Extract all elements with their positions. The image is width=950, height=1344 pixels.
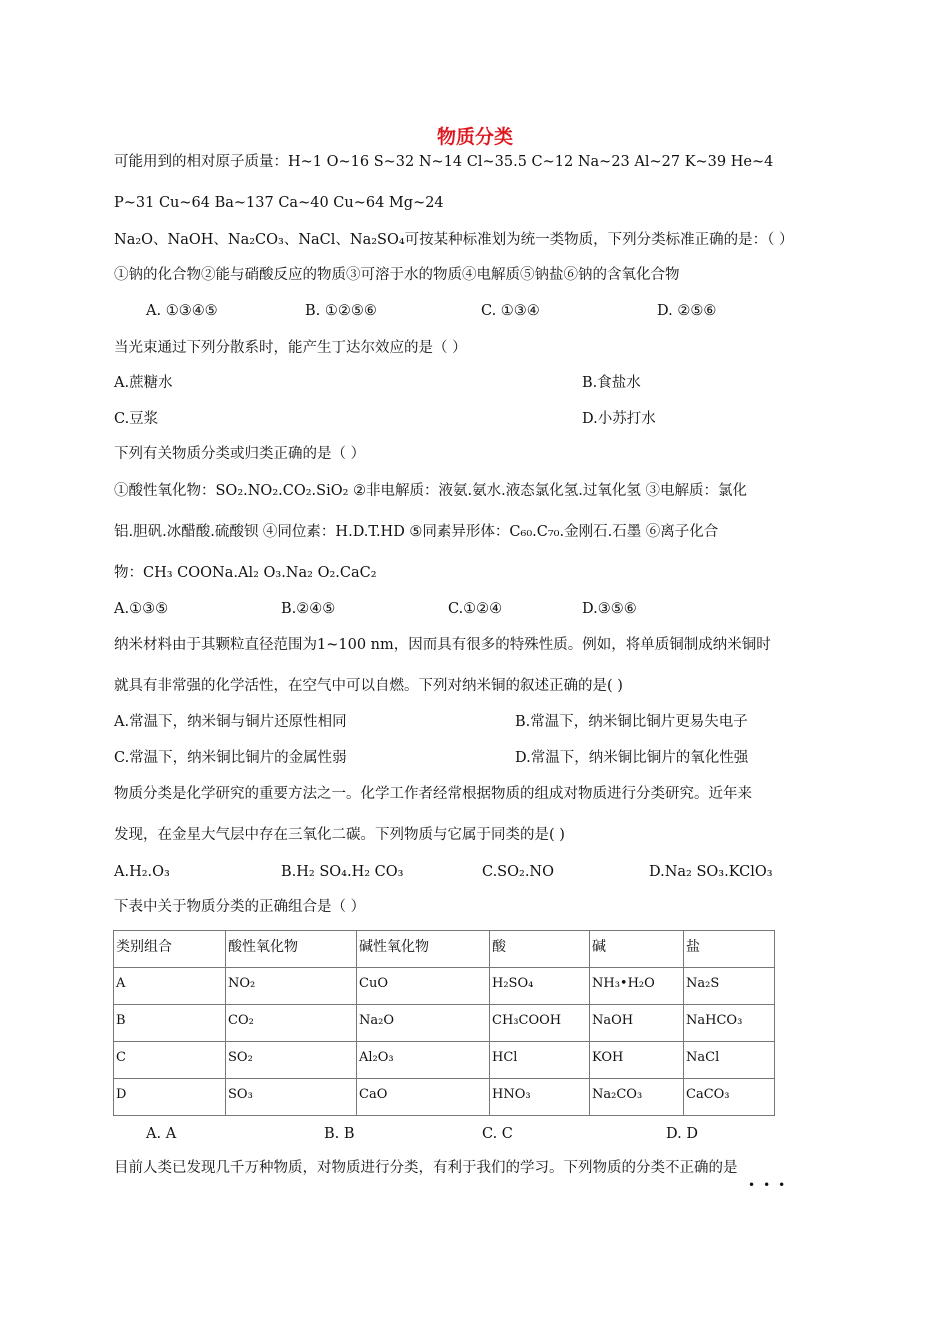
header-cell: 酸性氧化物 — [226, 931, 357, 968]
q3-option-d: D.③⑤⑥ — [582, 601, 637, 617]
q3-stem: 下列有关物质分类或归类正确的是（ ） — [114, 446, 366, 462]
q2-option-b: B.食盐水 — [582, 375, 641, 391]
table-cell: NaOH — [590, 1005, 684, 1042]
q5-line-1: 物质分类是化学研究的重要方法之一。化学工作者经常根据物质的组成对物质进行分类研究。近年来 — [114, 786, 752, 802]
header-cell: 碱性氧化物 — [357, 931, 490, 968]
header-cell: 酸 — [490, 931, 590, 968]
q4-option-d: D.常温下，纳米铜比铜片的氧化性强 — [515, 750, 749, 766]
q3-option-a: A.①③⑤ — [114, 601, 169, 617]
table-header-row — [114, 931, 775, 968]
emphasis-dots-icon: ••• — [748, 1178, 794, 1192]
q3-line-1: ①酸性氧化物：SO₂.NO₂.CO₂.SiO₂ ②非电解质：液氨.氨水.液态氯化氢.过氧化氢 ③电解质：氯化 — [114, 483, 747, 499]
q5-option-c: C.SO₂.NO — [482, 864, 555, 880]
atomic-mass-line-2: P~31 Cu~64 Ba~137 Ca~40 Cu~64 Mg~24 — [114, 195, 444, 211]
table-cell: CaO — [357, 1079, 490, 1116]
table-cell: D — [114, 1079, 226, 1116]
table-cell: B — [114, 1005, 226, 1042]
table-row — [114, 1042, 775, 1079]
table-cell: NaCl — [684, 1042, 775, 1079]
q6-option-b: B. B — [324, 1126, 355, 1142]
q2-option-d: D.小苏打水 — [582, 411, 656, 427]
table-cell: CH₃COOH — [490, 1005, 590, 1042]
table-cell: NH₃•H₂O — [590, 968, 684, 1005]
q6-stem: 下表中关于物质分类的正确组合是（ ） — [114, 899, 366, 915]
table-cell: Na₂CO₃ — [590, 1079, 684, 1116]
q1-option-c: C. ①③④ — [481, 303, 540, 319]
q1-option-d: D. ②⑤⑥ — [657, 303, 717, 319]
atomic-mass-line-1: 可能用到的相对原子质量：H~1 O~16 S~32 N~14 Cl~35.5 C~12 Na~23 Al~27 K~39 He~4 — [114, 154, 774, 170]
q5-line-2: 发现，在金星大气层中存在三氧化二碳。下列物质与它属于同类的是( ) — [114, 827, 565, 843]
classification-table — [113, 930, 775, 1116]
q2-option-c: C.豆浆 — [114, 411, 159, 427]
q4-option-b: B.常温下，纳米铜比铜片更易失电子 — [515, 714, 748, 730]
q3-option-b: B.②④⑤ — [281, 601, 336, 617]
table-cell: SO₃ — [226, 1079, 357, 1116]
q3-option-c: C.①②④ — [448, 601, 503, 617]
q7-stem: 目前人类已发现几千万种物质，对物质进行分类，有利于我们的学习。下列物质的分类不正确的是 — [114, 1160, 738, 1176]
q1-conditions: ①钠的化合物②能与硝酸反应的物质③可溶于水的物质④电解质⑤钠盐⑥钠的含氧化合物 — [114, 267, 680, 283]
q1-option-b: B. ①②⑤⑥ — [305, 303, 377, 319]
q2-option-a: A.蔗糖水 — [114, 375, 173, 391]
header-cell: 类别组合 — [114, 931, 226, 968]
q5-option-b: B.H₂ SO₄.H₂ CO₃ — [281, 864, 404, 880]
q6-option-a: A. A — [146, 1126, 177, 1142]
q1-stem: Na₂O、NaOH、Na₂CO₃、NaCl、Na₂SO₄可按某种标准划为统一类物质，下列分类标准正确的是：（ ） — [114, 232, 794, 248]
q6-option-d: D. D — [666, 1126, 698, 1142]
header-cell: 碱 — [590, 931, 684, 968]
q2-stem: 当光束通过下列分散系时，能产生丁达尔效应的是（ ） — [114, 340, 467, 356]
table-cell: CaCO₃ — [684, 1079, 775, 1116]
table-cell: Na₂S — [684, 968, 775, 1005]
q4-line-2: 就具有非常强的化学活性，在空气中可以自燃。下列对纳米铜的叙述正确的是( ) — [114, 678, 623, 694]
table-cell: NO₂ — [226, 968, 357, 1005]
table-cell: A — [114, 968, 226, 1005]
q4-option-a: A.常温下，纳米铜与铜片还原性相同 — [114, 714, 347, 730]
table-cell: HNO₃ — [490, 1079, 590, 1116]
q1-option-a: A. ①③④⑤ — [146, 303, 218, 319]
table-cell: SO₂ — [226, 1042, 357, 1079]
q5-option-d: D.Na₂ SO₃.KClO₃ — [649, 864, 773, 880]
table-row — [114, 1005, 775, 1042]
table-cell: C — [114, 1042, 226, 1079]
table-row — [114, 968, 775, 1005]
table-cell: KOH — [590, 1042, 684, 1079]
table-cell: Na₂O — [357, 1005, 490, 1042]
q4-option-c: C.常温下，纳米铜比铜片的金属性弱 — [114, 750, 347, 766]
table-cell: H₂SO₄ — [490, 968, 590, 1005]
q3-line-2: 铝.胆矾.冰醋酸.硫酸钡 ④同位素：H.D.T.HD ⑤同素异形体：C₆₀.C₇₀.金刚石.石墨 ⑥离子化合 — [114, 524, 719, 540]
table-cell: CO₂ — [226, 1005, 357, 1042]
page-title: 物质分类 — [436, 126, 513, 148]
q4-line-1: 纳米材料由于其颗粒直径范围为1~100 nm，因而具有很多的特殊性质。例如，将单质铜制成纳米铜时 — [114, 637, 771, 653]
q3-line-3: 物：CH₃ COONa.Al₂ O₃.Na₂ O₂.CaC₂ — [114, 565, 377, 581]
table-cell: Al₂O₃ — [357, 1042, 490, 1079]
table-cell: HCl — [490, 1042, 590, 1079]
q6-option-c: C. C — [482, 1126, 513, 1142]
table-row — [114, 1079, 775, 1116]
table-cell: CuO — [357, 968, 490, 1005]
header-cell: 盐 — [684, 931, 775, 968]
table-cell: NaHCO₃ — [684, 1005, 775, 1042]
q5-option-a: A.H₂.O₃ — [114, 864, 170, 880]
